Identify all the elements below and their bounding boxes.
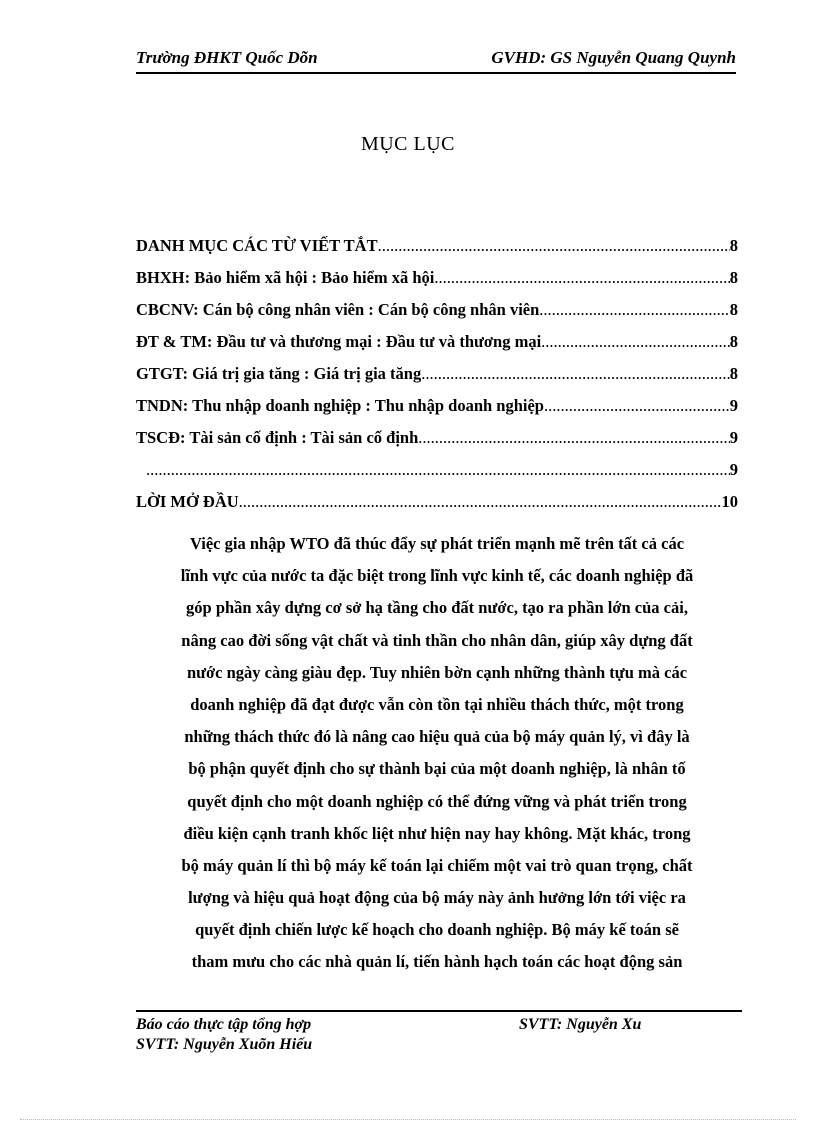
toc-leader [239, 492, 722, 512]
toc-leader [539, 300, 729, 320]
toc-label: GTGT: Giá trị gia tăng : Giá trị gia tăng [136, 364, 422, 383]
paragraph-line: lượng và hiệu quả hoạt động của bộ máy này ảnh hưởng lớn tới việc ra [188, 888, 686, 908]
paragraph-line: góp phần xây dựng cơ sở hạ tầng cho đất nước, tạo ra phần lớn của cải, [186, 598, 688, 618]
toc-label: ĐT & TM: Đầu tư và thương mại : Đầu tư và thương mại [136, 332, 542, 351]
toc-label: BHXH: Bảo hiểm xã hội : Bảo hiểm xã hội [136, 268, 435, 287]
paragraph-line: lĩnh vực của nước ta đặc biệt trong lĩnh vực kinh tế, các doanh nghiệp đã [180, 566, 694, 586]
page-title: MỤC LỤC [360, 133, 456, 155]
toc-page: 9 [729, 428, 738, 447]
paragraph-line: quyết định chiến lược kế hoạch cho doanh nghiệp. Bộ máy kế toán sẽ [195, 920, 679, 940]
toc-entry-tndn[interactable] [136, 396, 738, 428]
paragraph-line: doanh nghiệp đã đạt được vẫn còn tồn tại nhiều thách thức, một trong [190, 694, 684, 714]
toc-entry-gtgt[interactable] [136, 364, 738, 396]
toc-leader [378, 236, 730, 256]
toc-leader [146, 460, 730, 480]
toc-page: 9 [729, 460, 738, 479]
toc-entry-tscd[interactable] [136, 428, 738, 460]
paragraph-line: bộ máy quản lí thì bộ máy kế toán lại chiếm một vai trò quan trọng, chất [181, 855, 693, 875]
paragraph-line: nâng cao đời sống vật chất và tinh thần cho nhân dân, giúp xây dựng đất [181, 630, 693, 650]
toc-page: 8 [729, 300, 738, 319]
toc-label: LỜI MỞ ĐẦU [136, 492, 239, 511]
toc-page: 8 [729, 364, 738, 383]
toc-label: DANH MỤC CÁC TỪ VIẾT TẮT [136, 236, 378, 255]
paragraph-line: tham mưu cho các nhà quản lí, tiến hành hạch toán các hoạt động sản [191, 952, 683, 972]
toc-leader [541, 332, 730, 352]
table-of-contents [136, 236, 738, 524]
toc-page: 8 [729, 268, 738, 287]
paragraph-line: những thách thức đó là nâng cao hiệu quả của bộ máy quản lý, vì đây là [184, 727, 690, 747]
page-header [136, 46, 736, 74]
toc-entry-abbreviations[interactable] [136, 236, 738, 268]
toc-page: 10 [721, 492, 738, 511]
toc-label: CBCNV: Cán bộ công nhân viên : Cán bộ công nhân viên [136, 300, 540, 319]
paragraph-line: điều kiện cạnh tranh khốc liệt như hiện nay hay không. Mặt khác, trong [183, 823, 691, 843]
paragraph-line: nước ngày càng giàu đẹp. Tuy nhiên bờn cạnh những thành tựu mà các [186, 662, 688, 682]
page-footer [136, 1016, 742, 1056]
toc-leader [421, 364, 730, 384]
footer-student-right: SVTT: Nguyễn Xu [519, 1016, 642, 1033]
toc-entry-introduction[interactable] [136, 492, 738, 524]
toc-entry-blank[interactable] [136, 460, 738, 492]
paragraph-line: quyết định cho một doanh nghiệp có thể đứng vững và phát triển trong [187, 791, 687, 811]
page-edge-dots [20, 1119, 796, 1120]
header-school: Trường ĐHKT Quốc Dõn [136, 48, 318, 67]
toc-page: 8 [729, 236, 738, 255]
toc-page: 8 [729, 332, 738, 351]
footer-report-title: Báo cáo thực tập tổng hợp [136, 1016, 312, 1033]
footer-divider [136, 1010, 742, 1012]
header-supervisor: GVHD: GS Nguyễn Quang Quynh [491, 48, 736, 67]
paragraph-line: bộ phận quyết định cho sự thành bại của một doanh nghiệp, là nhân tố [188, 759, 686, 779]
toc-entry-bhxh[interactable] [136, 268, 738, 300]
toc-leader [418, 428, 729, 448]
toc-entry-cbcnv[interactable] [136, 300, 738, 332]
footer-student-left: SVTT: Nguyễn Xuõn Hiếu [136, 1036, 313, 1053]
toc-entry-dt-tm[interactable] [136, 332, 738, 364]
introduction-paragraph [136, 534, 738, 985]
paragraph-line: Việc gia nhập WTO đã thúc đẩy sự phát triển mạnh mẽ trên tất cả các [189, 534, 685, 553]
toc-label: TSCĐ: Tài sản cố định : Tài sản cố định [136, 428, 419, 447]
toc-page: 9 [729, 396, 738, 415]
toc-label: TNDN: Thu nhập doanh nghiệp : Thu nhập doanh nghiệp [136, 396, 544, 415]
toc-leader [544, 396, 730, 416]
toc-leader [434, 268, 729, 288]
